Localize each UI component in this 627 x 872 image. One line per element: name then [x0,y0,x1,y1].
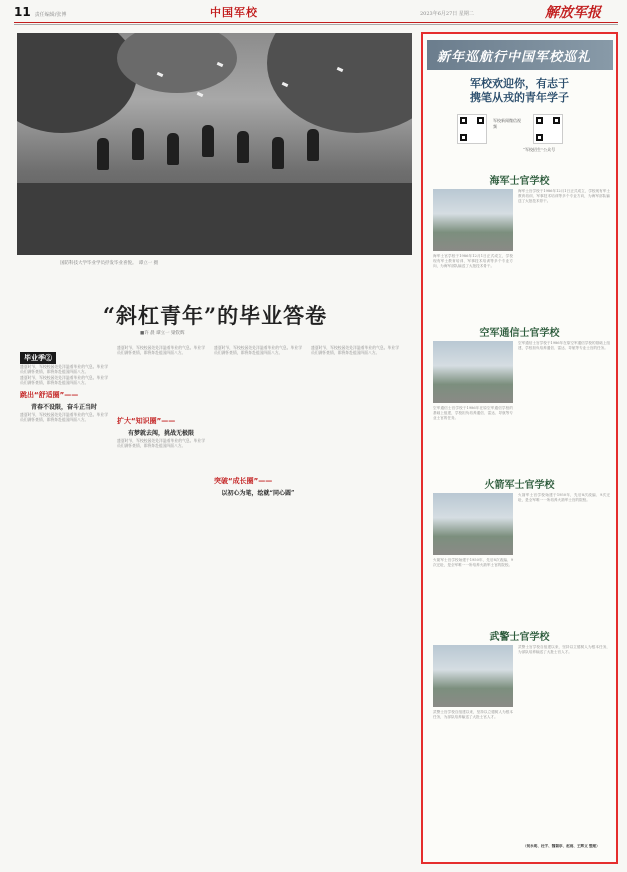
school-intro: 空军通信士官学校于1986年在原空军通信学校的基础上组建，学校担负培养通信、雷达、导航等专业士官的任务。 [518,341,610,351]
school-photo [433,645,513,707]
school-intro: 武警士官学校自组建以来，坚持以立德树人为根本任务，为部队培养输送了大批士官人才。 [518,645,610,655]
article-body: 盛夏时节，军校校园处处洋溢着毕业的气息。毕业学员们满怀豪情，即将奔赴祖国四面八方。 [214,345,302,356]
section-title: 中国军校 [210,6,258,19]
school-intro: 空军通信士官学校于1986年在原空军通信学校的基础上组建，学校担负培养通信、雷达、导航等专业士官的任务。 [433,406,513,421]
newspaper-logo: 解放军报 [545,5,601,21]
graduation-photo [17,33,412,255]
school-title: 空军通信士官学校 [479,328,560,339]
school-intro: 海军士官学校于1986年12月1日正式成立，学校现有军士教育培训、军事技术培训等多个专业方向，为海军部队输送了大批技术骨干。 [518,189,610,204]
school-photo [433,189,513,251]
subheading: 跳出“舒适圈”—— [20,390,79,399]
panel-banner: 新年巡航行中国军校巡礼 [427,40,613,70]
school-title: 海军士官学校 [489,176,550,187]
panel-footer-credit: （何永明、杜宇、魏韬亭、赵雨、王辉文 整理） [523,844,600,848]
article-column-3 [214,345,302,498]
article-body: 盛夏时节，军校校园处处洋溢着毕业的气息。毕业学员们满怀豪情，即将奔赴祖国四面八方。 [20,374,108,386]
article-byline: ■许 晨 谭立一 梁钦辉 [140,331,185,336]
article-body: 盛夏时节，军校校园处处洋溢着毕业的气息。毕业学员们满怀豪情，即将奔赴祖国四面八方。 [311,345,399,356]
series-tag: 毕业季② [20,352,56,364]
photo-caption: 国防科技大学毕业学员抒发毕业喜悦。 谭立一 摄 [60,261,159,266]
qr-caption: “军校招生”公众号 [523,147,556,152]
school-intro: 海军士官学校于1986年12月1日正式成立，学校现有军士教育培训、军事技术培训等多个专业方向，为海军部队输送了大批技术骨干。 [433,254,513,269]
military-academy-tour-panel [421,32,618,864]
school-title: 火箭军士官学校 [484,480,555,491]
issue-date: 2023年6月27日 星期二 [420,11,474,17]
school-intro: 火箭军士官学校始建于1950年，先后8次改编、9次迁址，是全军唯一一所培养火箭军士官的院校。 [433,558,513,568]
school-intro: 火箭军士官学校始建于1950年，先后8次改编、9次迁址，是全军唯一一所培养火箭军士官的院校。 [518,493,610,503]
page-number: 11 责任编辑/张博 [14,5,67,19]
page-header [0,0,627,28]
school-photo [433,341,513,403]
subheading: 突破“成长圈”—— [214,476,273,485]
article-lead: 盛夏时节，军校校园处处洋溢着毕业的气息。毕业学员们满怀豪情，即将奔赴祖国四面八方。 [20,364,108,375]
article-column-2 [117,345,205,449]
article-body: 盛夏时节，军校校园处处洋溢着毕业的气息。毕业学员们满怀豪情，即将奔赴祖国四面八方。 [117,345,205,356]
article-body: 盛夏时节，军校校园处处洋溢着毕业的气息。毕业学员们满怀豪情，即将奔赴祖国四面八方。 [20,411,108,423]
qr-code-icon [533,114,563,144]
subheading-line: 青春不设限，奋斗正当时 [30,403,97,411]
header-rule [14,22,618,23]
school-title: 武警士官学校 [489,632,550,643]
panel-headline: 军校欢迎你，有志于 携笔从戎的青年学子 [470,77,569,104]
article-title: “斜杠青年”的毕业答卷 [102,303,328,328]
article-column-4 [311,345,399,356]
header-rule-thin [14,24,618,25]
article-body: 盛夏时节，军校校园处处洋溢着毕业的气息。毕业学员们满怀豪情，即将奔赴祖国四面八方。 [117,437,205,449]
subheading-line: 以初心为笔，绘就“同心圆” [221,489,295,497]
article-column-1 [20,345,108,422]
school-photo [433,493,513,555]
subheading-line: 有梦就去闯，挑战无极限 [127,429,194,437]
qr-code-icon [457,114,487,144]
subheading: 扩大“知识圈”—— [117,416,176,425]
qr-caption: 军校新闻微信视频 [493,118,521,129]
school-intro: 武警士官学校自组建以来，坚持以立德树人为根本任务，为部队培养输送了大批士官人才。 [433,710,513,720]
